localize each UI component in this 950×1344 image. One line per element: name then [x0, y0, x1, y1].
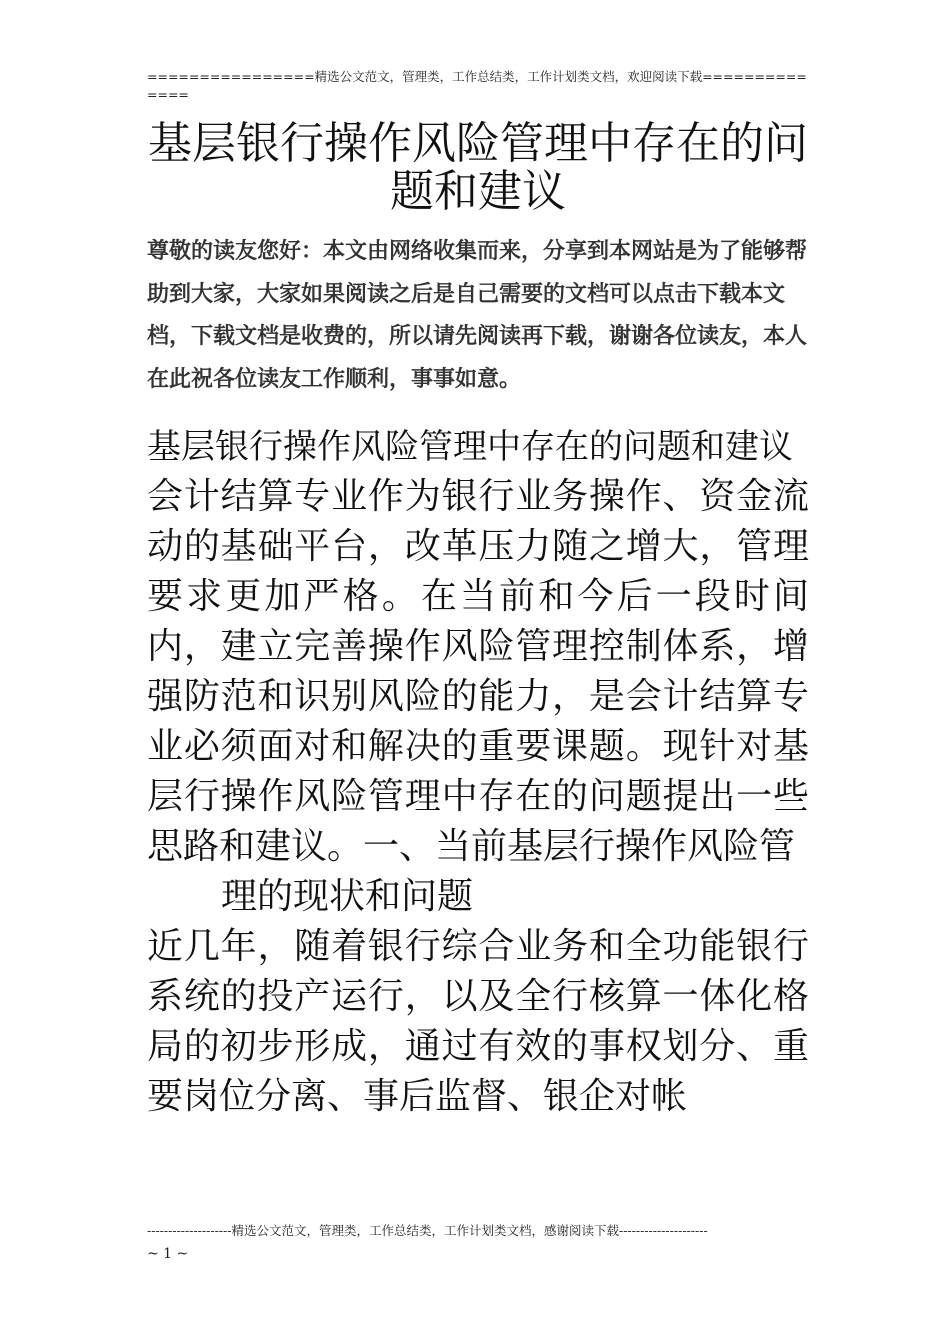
header-banner: ================精选公文范文，管理类，工作总结类，工作计划类文档，欢迎阅读下载============== [147, 69, 807, 102]
body-paragraph-continuation: 理的现状和问题 [221, 876, 474, 917]
document-title: 基层银行操作风险管理中存在的问题和建议 [148, 118, 808, 217]
document-body [147, 422, 809, 1122]
body-heading: 基层银行操作风险管理中存在的问题和建议 [147, 427, 793, 467]
footer-banner: --------------------精选公文范文，管理类，工作总结类，工作计划类文档，感谢阅读下载--------------------- [147, 1223, 708, 1238]
page-number: ~ 1 ~ [147, 1246, 189, 1262]
body-paragraph-intro: 会计结算专业作为银行业务操作、资金流动的基础平台，改革压力随之增大，管理要求更加严格。在当前和今后一段时间内，建立完善操作风险管理控制体系，增强防范和识别风险的能力，是会计结算专业必须面对和解决的重要课题。现针对基层行操作风险管理中存在的问题提出一些思路和建议。一、当前基层行操作风险管 [147, 476, 809, 867]
body-paragraph-status: 近几年，随着银行综合业务和全功能银行系统的投产运行，以及全行核算一体化格局的初步形成，通过有效的事权划分、重要岗位分离、事后监督、银企对帐 [147, 926, 809, 1117]
reader-notice: 尊敬的读友您好：本文由网络收集而来，分享到本网站是为了能够帮助到大家，大家如果阅读之后是自己需要的文档可以点击下载本文档，下载文档是收费的，所以请先阅读再下载，谢谢各位读友，本人在此祝各位读友工作顺利，事事如意。 [147, 239, 808, 392]
